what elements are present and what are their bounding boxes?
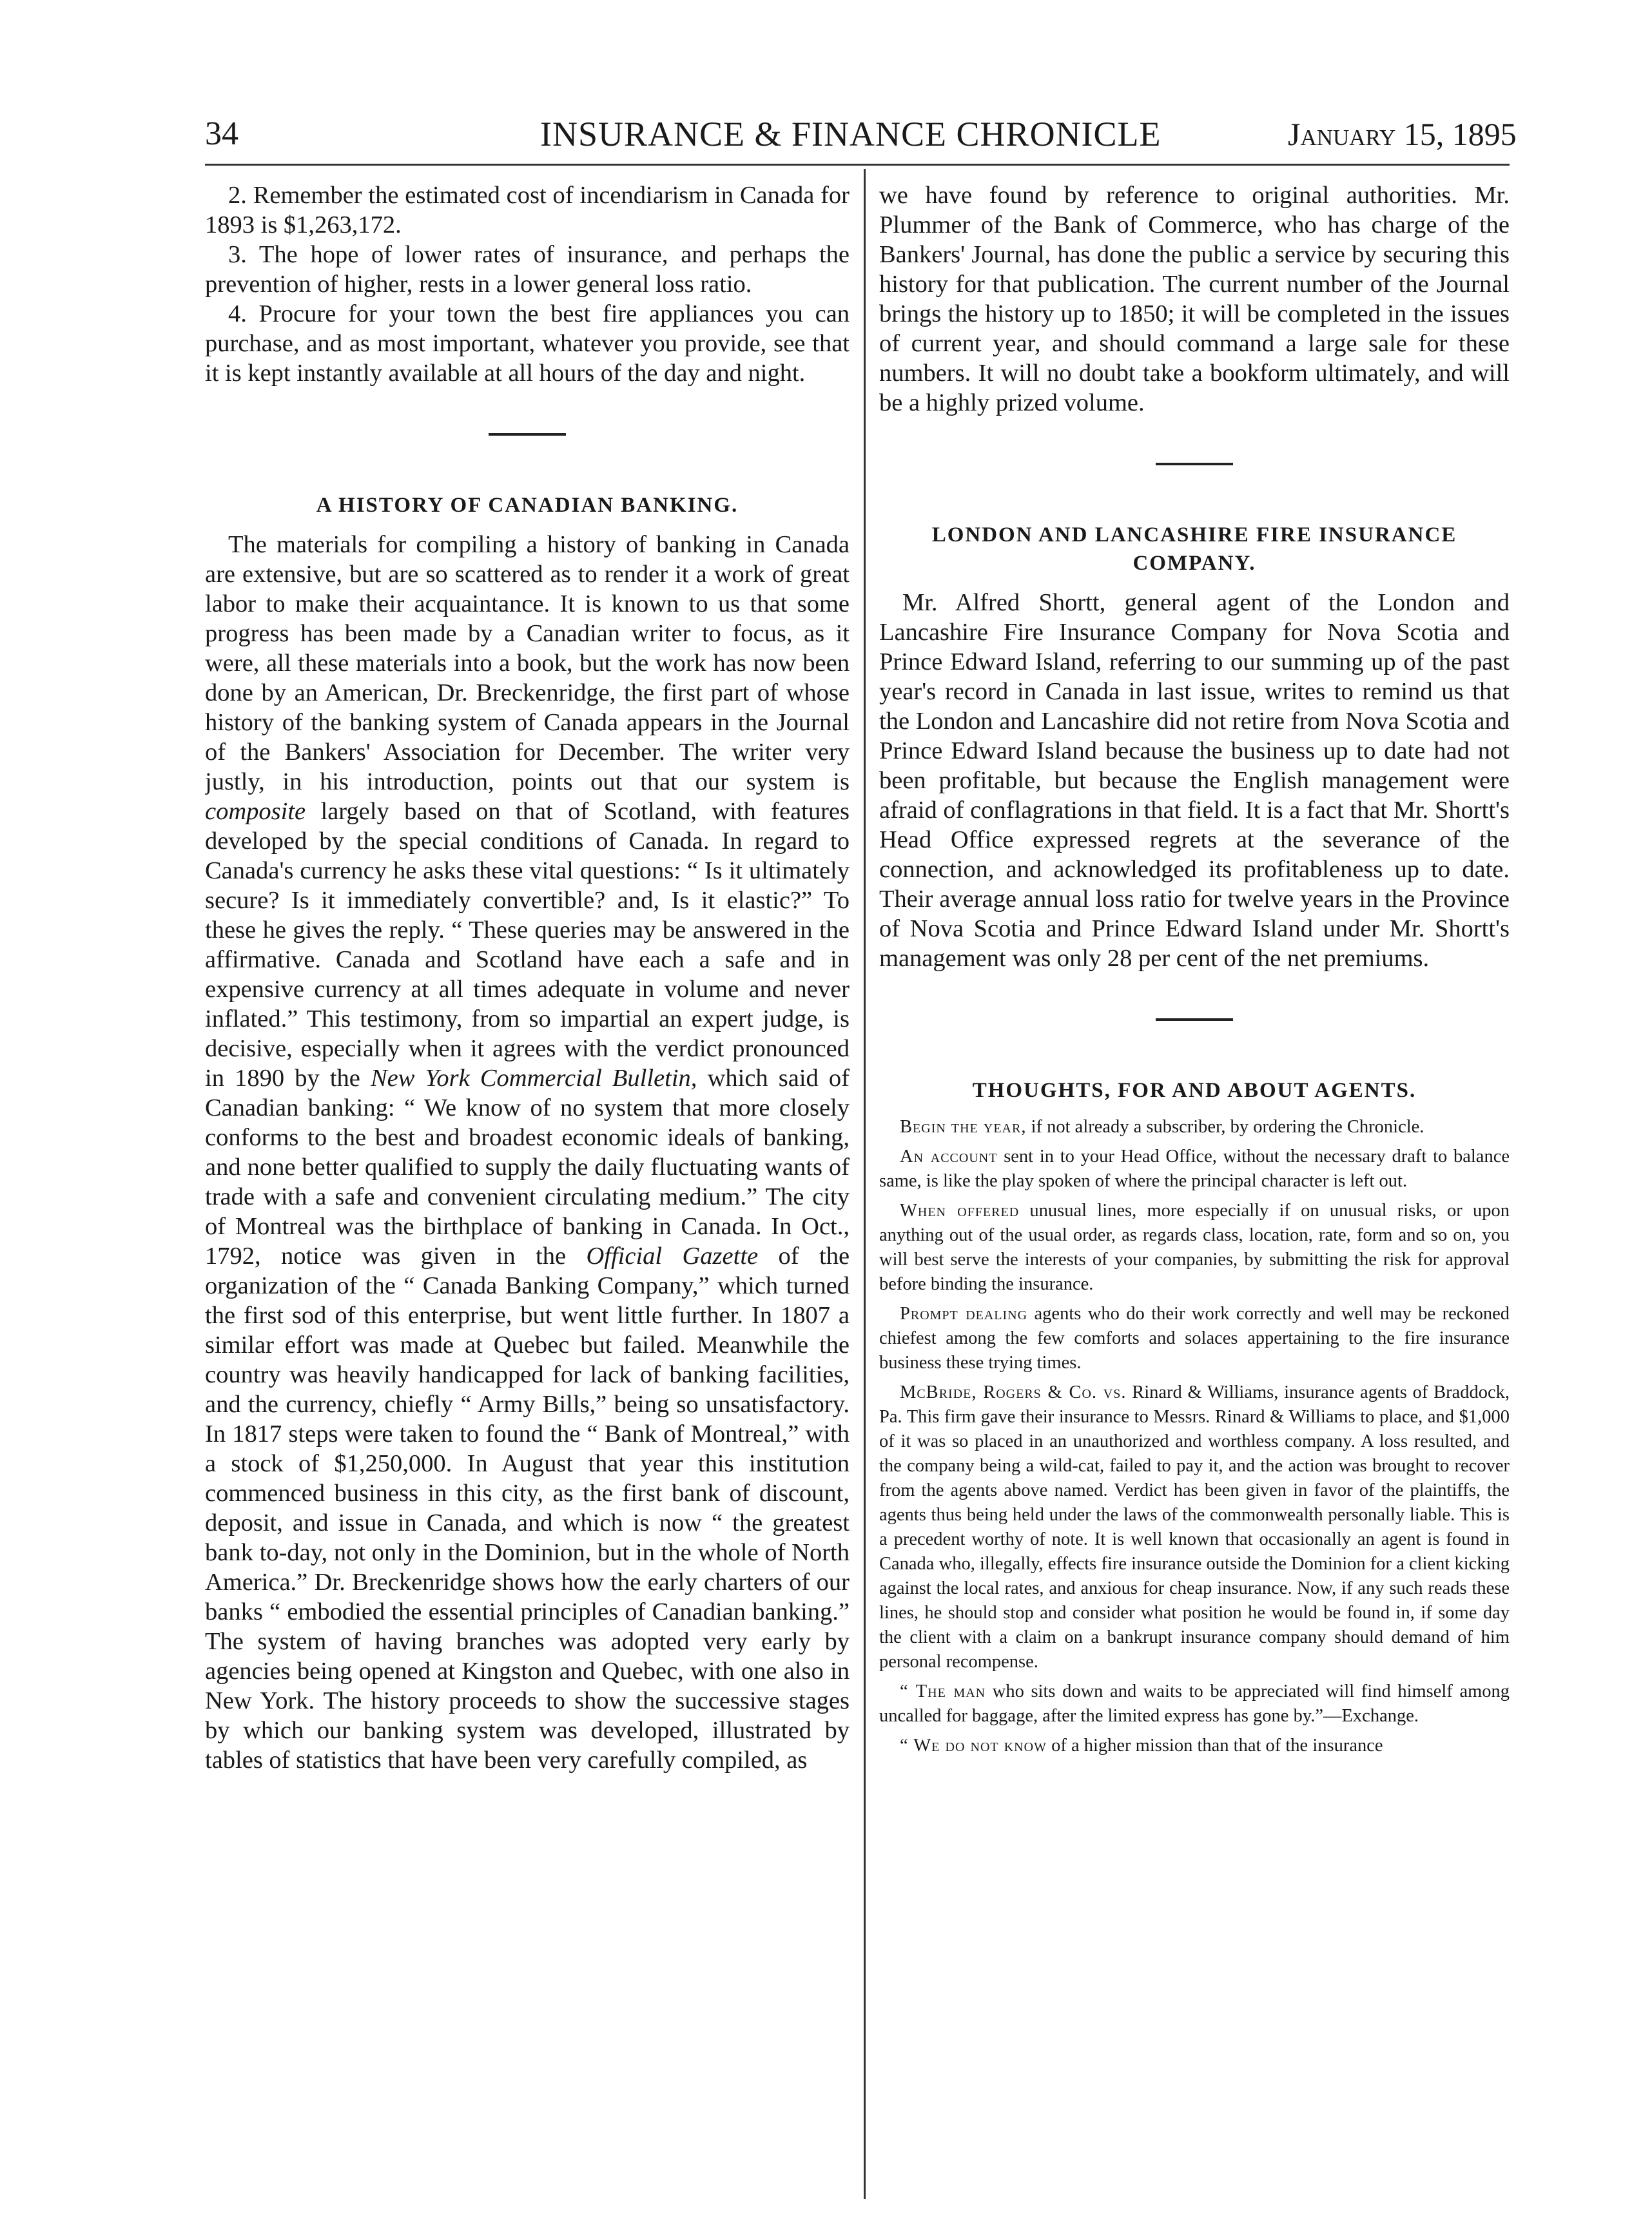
agents-item-text: agents who do their work correctly and well may be reckoned chiefest among the few comforts and solaces appertaining to the fire insurance business these trying times. (879, 1304, 1510, 1373)
agents-item-lead: An account (900, 1147, 998, 1167)
agents-item (879, 1115, 1510, 1139)
bulletin-title: New York Commercial Bulletin, (370, 1065, 697, 1092)
page-header (205, 108, 1517, 160)
agents-item-text: Rinard & Williams, insurance agents of Braddock, Pa. This firm gave their insurance to Messrs. Rinard & Williams to place, and $1,000 of it was so placed in an unauthorized and worthless company. A loss resulted, and the company being a wild-cat, failed to pay it, and the action was brought to recover from the agents above named. Verdict has been given in favor of the plaintiffs, the agents thus being held under the laws of the commonwealth personally liable. This is a precedent worthy of note. It is well known that occasionally an agent is found in Canada who, illegally, effects fire insurance outside the Dominion for a client kicking against the local rates, and anxious for cheap insurance. Now, if any such reads these lines, he should stop and consider what position he would be found in, if some day the client with a claim on a bankrupt insurance company should demand of him personal recompense. (879, 1382, 1510, 1672)
agents-item-lead: Prompt dealing (900, 1304, 1028, 1324)
section-separator (1156, 1018, 1233, 1021)
issue-date: January 15, 1895 (1288, 116, 1517, 152)
banking-heading: A HISTORY OF CANADIAN BANKING. (316, 494, 739, 517)
agents-item (879, 1734, 1510, 1758)
banking-text-1: The materials for compiling a history of banking in Canada are extensive, but are so scattered as to render it a work of great labor to make their acquaintance. It is known to us that some progress has been made by a Canadian writer to focus, as it were, all these materials into a book, but the work has now been done by an American, Dr. Breckenridge, the first part of whose history of the banking system of Canada appears in the Journal of the Bankers' Association for December. The writer very justly, in his introduction, points out that our system is (205, 531, 850, 795)
banking-paragraph (205, 530, 850, 1775)
london-body: Mr. Alfred Shortt, general agent of the London and Lancashire Fire Insurance Company for Nova Scotia and Prince Edward Island, referring to our summing up of the past year's record in Canada in last issue, writes to remind us that the London and Lancashire did not retire from Nova Scotia and Prince Edward Island because the business up to date had not been profitable, but because the English management were afraid of conflagrations in that field. It is a fact that Mr. Shortt's Head Office expressed regrets at the severance of the connection, and acknowledged its profitableness up to date. Their average annual loss ratio for twelve years in the Province of Nova Scotia and Prince Edward Island under Mr. Shortt's management was only 28 per cent of the net premiums. (879, 589, 1510, 972)
column-divider (864, 169, 866, 2199)
agents-item-lead: McBride, Rogers & Co. vs. (900, 1382, 1127, 1402)
agents-item-lead: “ The man (900, 1681, 986, 1701)
agents-item-text: if not already a subscriber, by ordering the Chronicle. (1031, 1117, 1424, 1137)
agents-item (879, 1145, 1510, 1194)
agents-item-text: sent in to your Head Office, without the necessary draft to balance same, is like the play spoken of where the principal character is left out. (879, 1147, 1510, 1191)
agents-heading: THOUGHTS, FOR AND ABOUT AGENTS. (972, 1079, 1417, 1102)
agents-item (879, 1380, 1510, 1674)
agents-item-text: unusual lines, more especially if on unusual risks, or upon anything out of the usual order, as regards class, location, rate, form and so on, you will best serve the interests of your companies, by submitting the risk for approval before binding the insurance. (879, 1201, 1510, 1294)
agents-item (879, 1199, 1510, 1297)
intro-item: 2. Remember the estimated cost of incendiarism in Canada for 1893 is $1,263,172. (205, 182, 850, 238)
agents-item-lead: Begin the year, (900, 1117, 1027, 1137)
intro-item: 3. The hope of lower rates of insurance, and perhaps the prevention of higher, rests in a lower general loss ratio. (205, 241, 850, 298)
agents-item (879, 1302, 1510, 1375)
header-rule (205, 164, 1510, 166)
banking-continuation: we have found by reference to original authorities. Mr. Plummer of the Bank of Commerce, who has charge of the Bankers' Journal, has done the public a service by securing this history for that publication. The current number of the Journal brings the history up to 1850; it will be completed in the issues of current year, and should command a large sale for these numbers. It will no doubt take a bookform ultimately, and will be a highly prized volume. (879, 182, 1510, 416)
section-separator (1156, 463, 1233, 465)
banking-text-2: largely based on that of Scotland, with features developed by the special conditions of Canada. In regard to Canada's currency he asks these vital questions: “ Is it ultimately secure? Is it immediately convertible? and, Is it elastic?” To these he gives the reply. “ These queries may be answered in the affirmative. Canada and Scotland have each a safe and in expensive currency at all times adequate in volume and never inflated.” This testimony, from so impartial an expert judge, is decisive, especially when it agrees with the verdict pronounced in 1890 by the (205, 798, 850, 1092)
agents-item-text: who sits down and waits to be appreciated will find himself among uncalled for baggage, after the limited express has gone by.”—Exchange. (879, 1681, 1510, 1726)
right-column (879, 180, 1510, 2204)
section-separator (489, 433, 566, 436)
composite-word: composite (205, 798, 306, 825)
page-number: 34 (205, 115, 238, 152)
journal-title: INSURANCE & FINANCE CHRONICLE (540, 115, 1161, 153)
banking-text-3: which said of Canadian banking: “ We know of no system that more closely conforms to the best and broadest economic ideals of banking, and none better qualified to supply the daily fluctuating wants of trade with a safe and convenient circulating medium.” The city of Montreal was the birthplace of banking in Canada. In Oct., 1792, notice was given in the (205, 1065, 850, 1270)
agents-item-lead: “ We do not know (900, 1736, 1047, 1756)
agents-item (879, 1680, 1510, 1729)
intro-item: 4. Procure for your town the best fire appliances you can purchase, and as most important, whatever you provide, see that it is kept instantly available at all hours of the day and night. (205, 300, 850, 387)
agents-item-lead: When offered (900, 1201, 1020, 1221)
agents-item-text: of a higher mission than that of the insurance (1051, 1736, 1383, 1756)
london-heading: LONDON AND LANCASHIRE FIRE INSURANCE COMPANY. (931, 523, 1457, 575)
gazette-title: Official Gazette (586, 1243, 759, 1270)
banking-text-4: of the organization of the “ Canada Banking Company,” which turned the first sod of this enterprise, but went little further. In 1807 a similar effort was made at Quebec but failed. Meanwhile the country was heavily handicapped for lack of banking facilities, and the currency, chiefly “ Army Bills,” being so unsatisfactory. In 1817 steps were taken to found the “ Bank of Montreal,” with a stock of $1,250,000. In August that year this institution commenced business in this city, as the first bank of discount, deposit, and issue in Canada, and which is now “ the greatest bank to-day, not only in the Dominion, but in the whole of North America.” Dr. Breckenridge shows how the early charters of our banks “ embodied the essential principles of Canadian banking.” The system of having branches was adopted very early by agencies being opened at Kingston and Quebec, with one also in New York. The history proceeds to show the successive stages by which our banking system was developed, illustrated by tables of statistics that have been very carefully compiled, as (205, 1243, 850, 1774)
left-column (205, 180, 850, 2204)
